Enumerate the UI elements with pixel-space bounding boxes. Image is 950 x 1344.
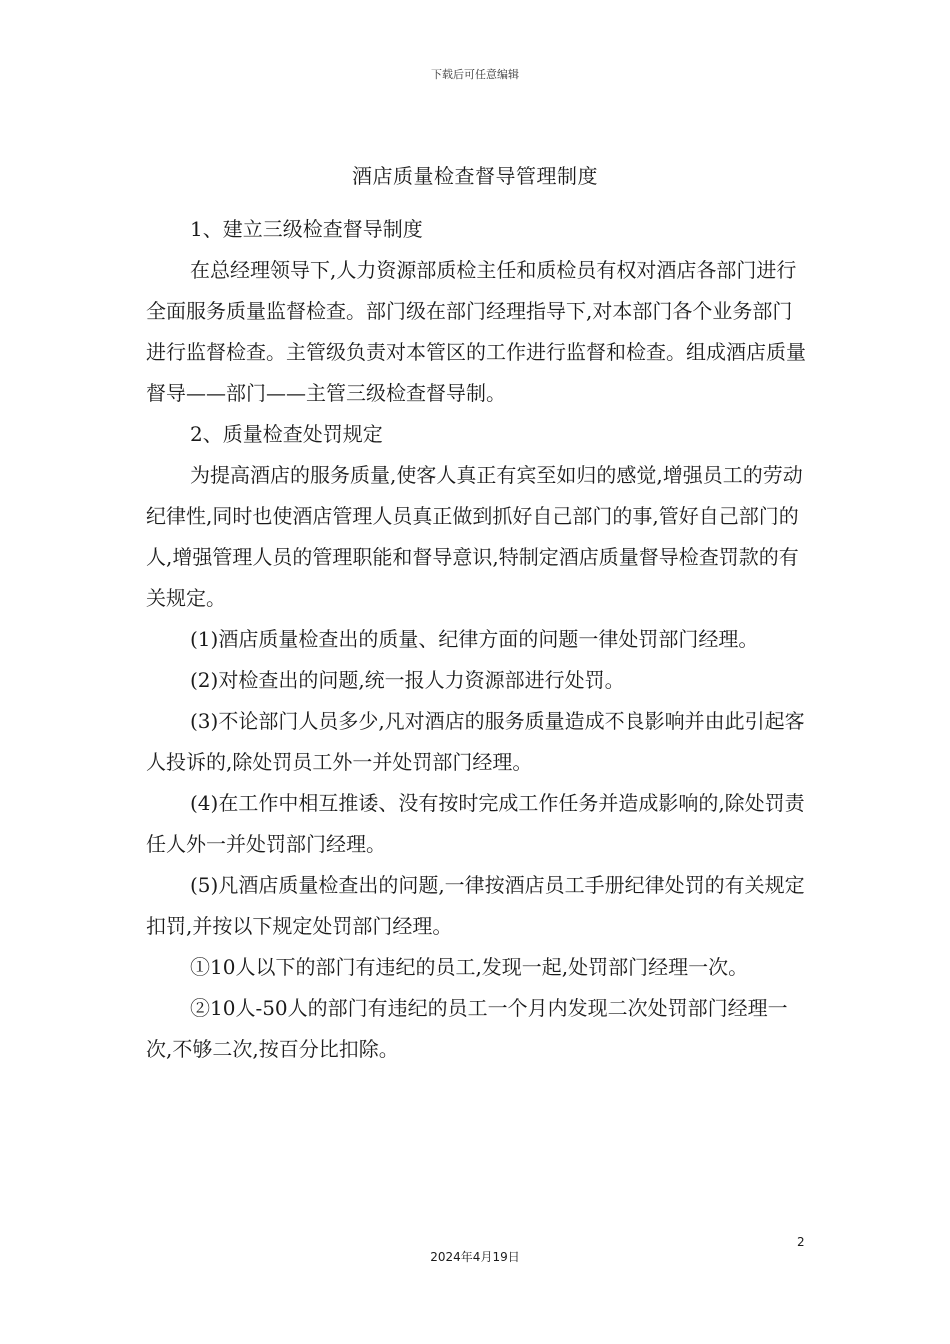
sub-rule-1: ①10人以下的部门有违纪的员工,发现一起,处罚部门经理一次。 [190,955,749,979]
page-number: 2 [797,1235,805,1249]
paragraph-purpose: 为提高酒店的服务质量,使客人真正有宾至如归的感觉,增强员工的劳动纪律性,同时也使酒店管理人员真正做到抓好自己部门的事,管好自己部门的人,增强管理人员的管理职能和督导意识,特制定酒店质量督导检查罚款的有关规定。 [146,463,803,610]
section-heading-1: 1、建立三级检查督导制度 [190,217,423,241]
section-heading-2: 2、质量检查处罚规定 [190,422,383,446]
rule-item-2: (2)对检查出的问题,统一报人力资源部进行处罚。 [190,668,625,692]
header-note: 下载后可任意编辑 [431,68,519,81]
rule-item-3: (3)不论部门人员多少,凡对酒店的服务质量造成不良影响并由此引起客人投诉的,除处罚员工外一并处罚部门经理。 [146,709,805,774]
rule-item-4: (4)在工作中相互推诿、没有按时完成工作任务并造成影响的,除处罚责任人外一并处罚部门经理。 [146,791,805,856]
rule-item-5: (5)凡酒店质量检查出的问题,一律按酒店员工手册纪律处罚的有关规定扣罚,并按以下规定处罚部门经理。 [146,873,805,938]
document-body [146,209,806,1070]
footer-date: 2024年4月19日 [430,1250,520,1264]
sub-rule-2: ②10人-50人的部门有违纪的员工一个月内发现二次处罚部门经理一次,不够二次,按百分比扣除。 [146,996,788,1061]
rule-item-1: (1)酒店质量检查出的质量、纪律方面的问题一律处罚部门经理。 [190,627,759,651]
document-title: 酒店质量检查督导管理制度 [352,164,598,188]
paragraph-supervision-structure: 在总经理领导下,人力资源部质检主任和质检员有权对酒店各部门进行全面服务质量监督检查。部门级在部门经理指导下,对本部门各个业务部门进行监督检查。主管级负责对本管区的工作进行监督和检查。组成酒店质量督导——部门——主管三级检查督导制。 [146,258,806,405]
